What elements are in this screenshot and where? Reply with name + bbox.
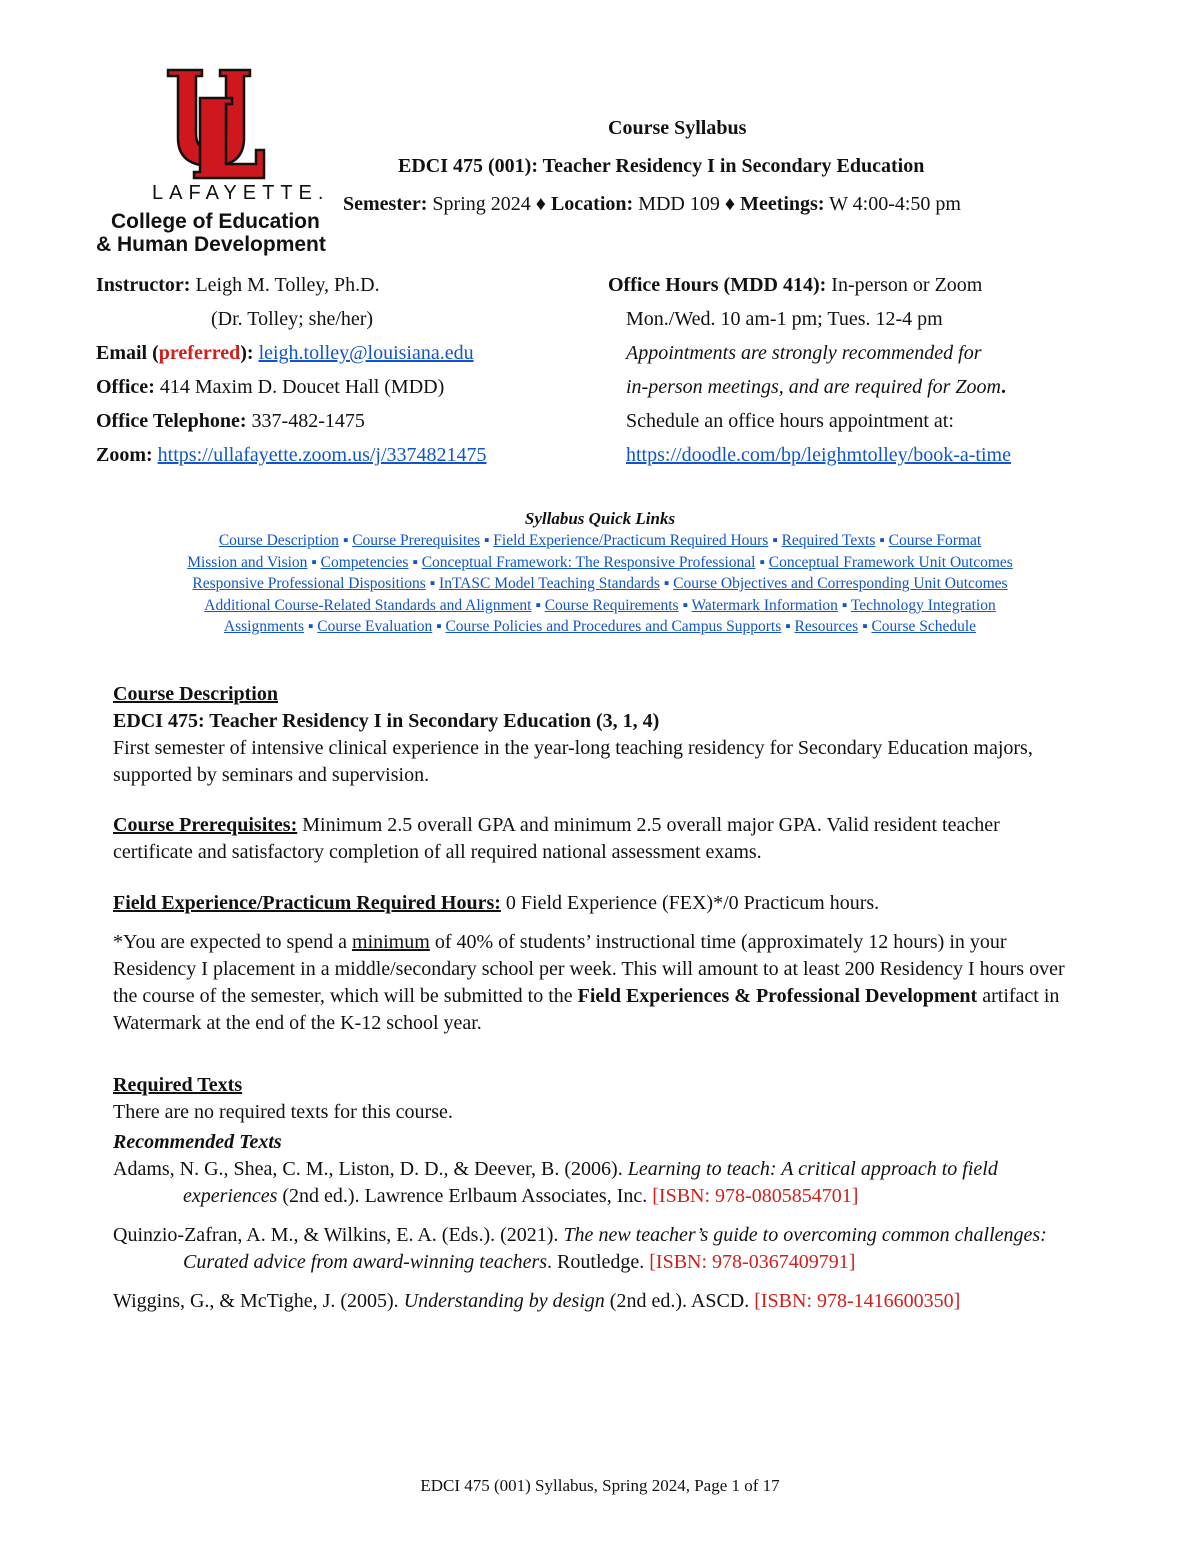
diamond-separator: ♦ bbox=[724, 193, 736, 215]
meetings-label: Meetings: bbox=[740, 193, 825, 215]
schedule-text: Schedule an office hours appointment at: bbox=[626, 410, 954, 432]
logo-college-line1: College of Education bbox=[111, 210, 320, 233]
course-title: EDCI 475 (001): Teacher Residency I in Secondary Education bbox=[398, 155, 925, 177]
quick-link-separator: ▪ bbox=[338, 532, 353, 549]
ul-logo-icon bbox=[164, 64, 274, 180]
field-hours-text: 0 Field Experience (FEX)*/0 Practicum hours. bbox=[500, 892, 880, 914]
required-texts-heading: Required Texts bbox=[113, 1074, 243, 1096]
reference-authors: Quinzio-Zafran, A. M., & Wilkins, E. A. (Eds.). (2021). bbox=[113, 1224, 564, 1246]
quick-link-separator: ▪ bbox=[480, 532, 494, 549]
quick-link-separator: ▪ bbox=[408, 553, 422, 571]
appointment-note-period: . bbox=[1000, 376, 1006, 398]
diamond-separator: ♦ bbox=[535, 193, 546, 215]
field-note-start: *You are expected to spend a bbox=[113, 931, 353, 953]
quick-link-assignments[interactable]: Assignments bbox=[223, 618, 305, 635]
quick-link-course-objectives-and-corresponding-unit-outcomes[interactable]: Course Objectives and Corresponding Unit Outcomes bbox=[673, 575, 1008, 592]
required-texts-text: There are no required texts for this course. bbox=[113, 1101, 453, 1123]
reference-isbn: [ISBN: 978-1416600350] bbox=[754, 1290, 961, 1312]
reference-authors: Wiggins, G., & McTighe, J. (2005). bbox=[113, 1290, 404, 1312]
field-note-bold: Field Experiences & Professional Development bbox=[577, 985, 978, 1007]
quick-link-field-experience-practicum-required-hours[interactable]: Field Experience/Practicum Required Hours bbox=[493, 532, 769, 549]
quick-links-row bbox=[90, 616, 1110, 638]
email-link[interactable]: leigh.tolley@louisiana.edu bbox=[258, 342, 474, 364]
zoom-link[interactable]: https://ullafayette.zoom.us/j/3374821475 bbox=[157, 444, 487, 466]
instructor-label: Instructor: bbox=[96, 274, 191, 296]
field-note-minimum: minimum bbox=[352, 931, 430, 953]
reference-publisher: . Routledge. bbox=[547, 1251, 650, 1273]
reference-title: Understanding by design bbox=[403, 1290, 605, 1312]
course-meta bbox=[343, 193, 961, 216]
recommended-texts-heading: Recommended Texts bbox=[113, 1131, 282, 1153]
quick-link-course-evaluation[interactable]: Course Evaluation bbox=[317, 618, 433, 635]
quick-link-separator: ▪ bbox=[432, 618, 446, 635]
email-row bbox=[96, 336, 487, 370]
office-hours-label: Office Hours (MDD 414): bbox=[608, 274, 827, 296]
quick-link-separator: ▪ bbox=[425, 575, 440, 592]
course-description-course: EDCI 475: Teacher Residency I in Secondary Education (3, 1, 4) bbox=[113, 710, 660, 732]
quick-link-watermark-information[interactable]: Watermark Information bbox=[691, 596, 838, 614]
field-hours-note bbox=[113, 929, 1073, 1037]
reference-list bbox=[113, 1156, 1093, 1315]
logo-college-line2: & Human Development bbox=[96, 233, 326, 256]
semester-label: Semester: bbox=[343, 193, 428, 215]
semester-value: Spring 2024 bbox=[432, 193, 531, 215]
office-hours-mode: In-person or Zoom bbox=[831, 274, 983, 296]
reference-entry bbox=[113, 1156, 1093, 1210]
email-label-end: ): bbox=[240, 342, 254, 364]
course-description-text: First semester of intensive clinical experience in the year-long teaching residency for Secondary Education majors, supported by seminars and supervision. bbox=[113, 737, 1033, 786]
quick-link-separator: ▪ bbox=[837, 596, 851, 614]
field-hours-heading: Field Experience/Practicum Required Hours: bbox=[113, 892, 501, 914]
quick-link-separator: ▪ bbox=[307, 553, 321, 571]
quick-link-conceptual-framework-the-responsive-professional[interactable]: Conceptual Framework: The Responsive Professional bbox=[421, 553, 756, 571]
reference-isbn: [ISBN: 978-0367409791] bbox=[649, 1251, 856, 1273]
meetings-value: W 4:00-4:50 pm bbox=[829, 193, 961, 215]
field-note-end: artifact in Watermark at the end of the K-12 school year. bbox=[113, 985, 1060, 1034]
reference-isbn: [ISBN: 978-0805854701] bbox=[652, 1185, 859, 1207]
instructor-row bbox=[96, 268, 487, 302]
quick-link-mission-and-vision[interactable]: Mission and Vision bbox=[187, 553, 308, 571]
zoom-label: Zoom: bbox=[96, 444, 153, 466]
quick-links-row bbox=[90, 530, 1110, 552]
office-row bbox=[96, 370, 487, 404]
appointment-note-2-row bbox=[608, 370, 1011, 404]
quick-link-separator: ▪ bbox=[659, 575, 674, 592]
email-label: Email ( bbox=[96, 342, 159, 364]
prerequisites-text: Minimum 2.5 overall GPA and minimum 2.5 overall major GPA. Valid resident teacher certificate and satisfactory completion of all required national assessment exams. bbox=[113, 814, 1000, 863]
quick-link-course-requirements[interactable]: Course Requirements bbox=[544, 596, 679, 614]
office-value: 414 Maxim D. Doucet Hall (MDD) bbox=[159, 376, 445, 398]
quick-link-course-schedule[interactable]: Course Schedule bbox=[871, 618, 977, 635]
logo-wordmark: LAFAYETTE. bbox=[152, 182, 330, 204]
quick-link-conceptual-framework-unit-outcomes[interactable]: Conceptual Framework Unit Outcomes bbox=[768, 553, 1013, 571]
syllabus-quick-links bbox=[90, 508, 1110, 638]
quick-link-responsive-professional-dispositions[interactable]: Responsive Professional Dispositions bbox=[192, 575, 426, 592]
prerequisites-heading: Course Prerequisites: bbox=[113, 814, 298, 836]
quick-link-course-format[interactable]: Course Format bbox=[888, 532, 982, 549]
quick-links-rows bbox=[90, 530, 1110, 638]
instructor-name: Leigh M. Tolley, Ph.D. bbox=[195, 274, 380, 296]
appointment-note-1: Appointments are strongly recommended for bbox=[626, 342, 982, 364]
quick-link-separator: ▪ bbox=[875, 532, 889, 549]
field-note-mid: of 40% of students’ instructional time (approximately 12 hours) in your Residency I placement in a middle/secondary school per week. This will amount to at least 200 Residency I hours over the course of the semester, which will be submitted to the bbox=[113, 931, 1065, 1007]
quick-links-title: Syllabus Quick Links bbox=[524, 509, 676, 528]
zoom-row bbox=[96, 438, 487, 472]
phone-value: 337-482-1475 bbox=[251, 410, 365, 432]
quick-link-competencies[interactable]: Competencies bbox=[320, 553, 409, 571]
doodle-link[interactable]: https://doodle.com/bp/leighmtolley/book-a-time bbox=[626, 444, 1011, 466]
quick-link-technology-integration[interactable]: Technology Integration bbox=[850, 596, 996, 614]
quick-link-separator: ▪ bbox=[768, 532, 782, 549]
reference-title: The new teacher’s guide to overcoming common challenges: Curated advice from award-winning teachers bbox=[183, 1224, 1047, 1273]
quick-link-intasc-model-teaching-standards[interactable]: InTASC Model Teaching Standards bbox=[439, 575, 660, 592]
reference-entry bbox=[113, 1222, 1093, 1276]
quick-link-resources[interactable]: Resources bbox=[794, 618, 859, 635]
quick-link-separator: ▪ bbox=[858, 618, 872, 635]
reference-title: Learning to teach: A critical approach to field experiences bbox=[183, 1158, 998, 1207]
college-logo bbox=[86, 64, 346, 260]
instructor-info bbox=[96, 268, 487, 472]
reference-authors: Adams, N. G., Shea, C. M., Liston, D. D., & Deever, B. (2006). bbox=[113, 1158, 628, 1180]
appointment-note-2: in-person meetings, and are required for Zoom bbox=[626, 376, 1001, 398]
office-hours-times: Mon./Wed. 10 am-1 pm; Tues. 12-4 pm bbox=[626, 308, 943, 330]
reference-entry bbox=[113, 1288, 1093, 1315]
quick-link-separator: ▪ bbox=[755, 553, 769, 571]
location-value: MDD 109 bbox=[638, 193, 720, 215]
quick-link-course-policies-and-procedures-and-campus-supports[interactable]: Course Policies and Procedures and Campus Supports bbox=[445, 618, 782, 635]
office-label: Office: bbox=[96, 376, 155, 398]
office-hours-info bbox=[608, 268, 1011, 472]
office-hours-row bbox=[608, 268, 1011, 302]
phone-row bbox=[96, 404, 487, 438]
required-texts-section bbox=[113, 1072, 1103, 1327]
quick-link-separator: ▪ bbox=[531, 596, 545, 614]
reference-publisher: (2nd ed.). Lawrence Erlbaum Associates, Inc. bbox=[277, 1185, 653, 1207]
quick-link-separator: ▪ bbox=[781, 618, 795, 635]
instructor-alias: (Dr. Tolley; she/her) bbox=[211, 308, 374, 330]
reference-publisher: (2nd ed.). ASCD. bbox=[604, 1290, 755, 1312]
quick-link-course-prerequisites[interactable]: Course Prerequisites bbox=[352, 532, 481, 549]
phone-label: Office Telephone: bbox=[96, 410, 247, 432]
page-footer: EDCI 475 (001) Syllabus, Spring 2024, Page 1 of 17 bbox=[420, 1476, 780, 1495]
field-hours-section bbox=[113, 890, 1103, 917]
course-description-heading: Course Description bbox=[113, 683, 278, 705]
quick-link-separator: ▪ bbox=[304, 618, 318, 635]
quick-link-course-description[interactable]: Course Description bbox=[218, 532, 339, 549]
quick-link-additional-course-related-standards-and-alignment[interactable]: Additional Course-Related Standards and Alignment bbox=[204, 596, 532, 614]
prerequisites-section bbox=[113, 812, 1043, 866]
course-description-section bbox=[113, 681, 1103, 789]
quick-links-row bbox=[90, 595, 1110, 617]
quick-link-required-texts[interactable]: Required Texts bbox=[781, 532, 876, 549]
quick-links-row bbox=[90, 552, 1110, 574]
email-preferred: preferred bbox=[158, 342, 241, 364]
quick-link-separator: ▪ bbox=[678, 596, 692, 614]
syllabus-title: Course Syllabus bbox=[608, 117, 747, 139]
location-label: Location: bbox=[550, 193, 634, 215]
quick-links-row bbox=[90, 573, 1110, 595]
